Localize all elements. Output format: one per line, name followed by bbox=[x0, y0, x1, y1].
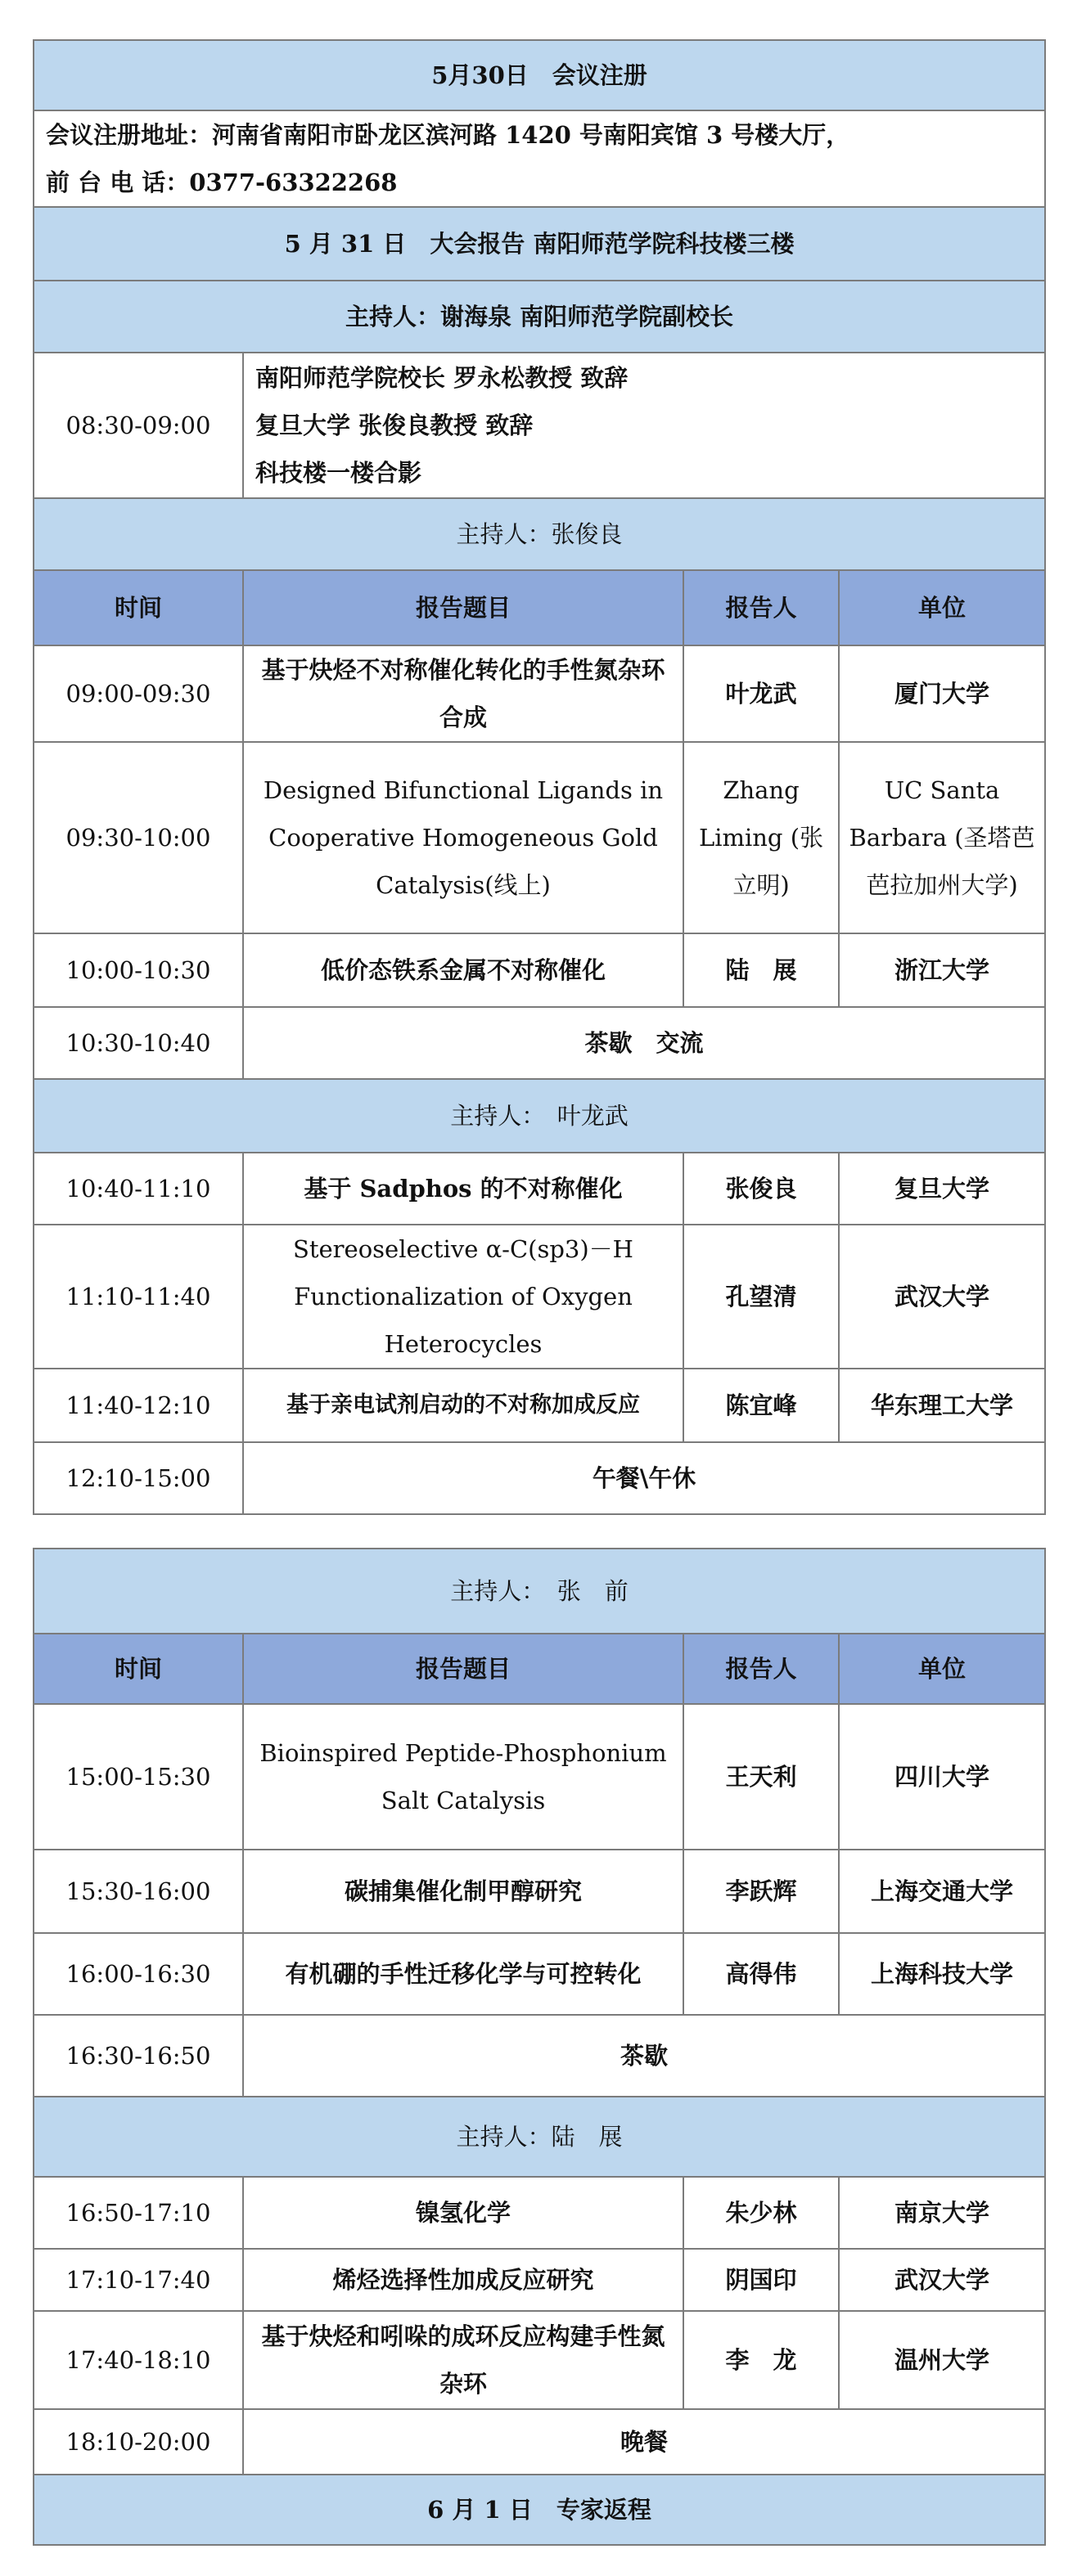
table-row bbox=[34, 1933, 1045, 2015]
talk-title: 镍氢化学 bbox=[243, 2177, 683, 2249]
col-header-title: 报告题目 bbox=[243, 1634, 683, 1704]
talk-unit: 复旦大学 bbox=[839, 1153, 1045, 1225]
table-row bbox=[34, 645, 1045, 742]
day1-title: 5月30日 会议注册 bbox=[34, 40, 1045, 110]
schedule-table-afternoon bbox=[33, 1548, 1046, 2546]
break-row bbox=[34, 1442, 1045, 1514]
talk-title: Stereoselective α-C(sp3)－H Functionalization of Oxygen Heterocycles bbox=[243, 1225, 683, 1369]
col-header-title: 报告题目 bbox=[243, 570, 683, 645]
break-label: 茶歇 bbox=[243, 2015, 1045, 2097]
schedule-table-morning bbox=[33, 39, 1046, 1515]
talk-unit: 南京大学 bbox=[839, 2177, 1045, 2249]
talk-speaker: 陆 展 bbox=[683, 933, 839, 1007]
registration-info bbox=[34, 110, 1045, 207]
break-time: 10:30-10:40 bbox=[34, 1007, 243, 1079]
talk-title: Bioinspired Peptide-Phosphonium Salt Catalysis bbox=[243, 1704, 683, 1850]
talk-speaker: 张俊良 bbox=[683, 1153, 839, 1225]
talk-title: 烯烃选择性加成反应研究 bbox=[243, 2249, 683, 2311]
talk-unit: 华东理工大学 bbox=[839, 1369, 1045, 1442]
break-row bbox=[34, 2409, 1045, 2475]
day3-title: 6 月 1 日 专家返程 bbox=[34, 2475, 1045, 2545]
talk-unit: 浙江大学 bbox=[839, 933, 1045, 1007]
session2-host: 主持人： 叶龙武 bbox=[34, 1079, 1045, 1153]
talk-time: 09:30-10:00 bbox=[34, 742, 243, 933]
session3-host: 主持人： 张 前 bbox=[34, 1549, 1045, 1634]
talk-time: 16:50-17:10 bbox=[34, 2177, 243, 2249]
talk-time: 11:40-12:10 bbox=[34, 1369, 243, 1442]
table-row bbox=[34, 1153, 1045, 1225]
col-header-speaker: 报告人 bbox=[683, 1634, 839, 1704]
table-row bbox=[34, 933, 1045, 1007]
talk-speaker: Zhang Liming (张立明) bbox=[683, 742, 839, 933]
phone-value: 0377-63322268 bbox=[189, 169, 398, 196]
talk-unit: UC Santa Barbara (圣塔芭芭拉加州大学) bbox=[839, 742, 1045, 933]
col-header-unit: 单位 bbox=[839, 1634, 1045, 1704]
table-row bbox=[34, 1369, 1045, 1442]
opening-host: 主持人：谢海泉 南阳师范学院副校长 bbox=[34, 281, 1045, 353]
talk-title: 碳捕集催化制甲醇研究 bbox=[243, 1850, 683, 1933]
col-header-speaker: 报告人 bbox=[683, 570, 839, 645]
table-row bbox=[34, 2249, 1045, 2311]
talk-title: 有机硼的手性迁移化学与可控转化 bbox=[243, 1933, 683, 2015]
table-row bbox=[34, 1704, 1045, 1850]
talk-unit: 武汉大学 bbox=[839, 1225, 1045, 1369]
talk-time: 16:00-16:30 bbox=[34, 1933, 243, 2015]
talk-unit: 四川大学 bbox=[839, 1704, 1045, 1850]
break-row bbox=[34, 2015, 1045, 2097]
talk-time: 17:40-18:10 bbox=[34, 2311, 243, 2409]
talk-unit: 厦门大学 bbox=[839, 645, 1045, 742]
opening-line: 科技楼一楼合影 bbox=[255, 459, 422, 487]
talk-speaker: 高得伟 bbox=[683, 1933, 839, 2015]
opening-line: 南阳师范学院校长 罗永松教授 致辞 bbox=[255, 364, 629, 392]
break-time: 12:10-15:00 bbox=[34, 1442, 243, 1514]
col-header-time: 时间 bbox=[34, 570, 243, 645]
col-header-unit: 单位 bbox=[839, 570, 1045, 645]
address-label: 会议注册地址： bbox=[46, 121, 213, 149]
table-row bbox=[34, 1225, 1045, 1369]
talk-time: 09:00-09:30 bbox=[34, 645, 243, 742]
talk-speaker: 叶龙武 bbox=[683, 645, 839, 742]
table-row bbox=[34, 1850, 1045, 1933]
talk-speaker: 阴国印 bbox=[683, 2249, 839, 2311]
talk-time: 10:00-10:30 bbox=[34, 933, 243, 1007]
session4-host: 主持人：陆 展 bbox=[34, 2097, 1045, 2177]
talk-title: Designed Bifunctional Ligands in Cooperative Homogeneous Gold Catalysis(线上) bbox=[243, 742, 683, 933]
table-row bbox=[34, 2177, 1045, 2249]
break-label: 茶歇 交流 bbox=[243, 1007, 1045, 1079]
talk-speaker: 李跃辉 bbox=[683, 1850, 839, 1933]
talk-time: 17:10-17:40 bbox=[34, 2249, 243, 2311]
talk-speaker: 李 龙 bbox=[683, 2311, 839, 2409]
talk-title: 基于炔烃不对称催化转化的手性氮杂环合成 bbox=[243, 645, 683, 742]
break-time: 16:30-16:50 bbox=[34, 2015, 243, 2097]
session1-host: 主持人：张俊良 bbox=[34, 498, 1045, 570]
talk-speaker: 孔望清 bbox=[683, 1225, 839, 1369]
break-label: 晚餐 bbox=[243, 2409, 1045, 2475]
day2-title: 5 月 31 日 大会报告 南阳师范学院科技楼三楼 bbox=[34, 207, 1045, 281]
conference-schedule bbox=[33, 39, 1044, 2546]
talk-title: 基于 Sadphos 的不对称催化 bbox=[243, 1153, 683, 1225]
talk-unit: 武汉大学 bbox=[839, 2249, 1045, 2311]
break-row bbox=[34, 1007, 1045, 1079]
opening-time: 08:30-09:00 bbox=[34, 353, 243, 498]
talk-unit: 上海科技大学 bbox=[839, 1933, 1045, 2015]
talk-time: 10:40-11:10 bbox=[34, 1153, 243, 1225]
talk-speaker: 王天利 bbox=[683, 1704, 839, 1850]
talk-time: 15:30-16:00 bbox=[34, 1850, 243, 1933]
talk-speaker: 陈宜峰 bbox=[683, 1369, 839, 1442]
break-time: 18:10-20:00 bbox=[34, 2409, 243, 2475]
talk-unit: 温州大学 bbox=[839, 2311, 1045, 2409]
address-value: 河南省南阳市卧龙区滨河路 1420 号南阳宾馆 3 号楼大厅， bbox=[212, 121, 850, 149]
talk-title: 基于炔烃和吲哚的成环反应构建手性氮杂环 bbox=[243, 2311, 683, 2409]
phone-label: 前 台 电 话： bbox=[46, 169, 190, 196]
col-header-time: 时间 bbox=[34, 1634, 243, 1704]
talk-time: 15:00-15:30 bbox=[34, 1704, 243, 1850]
opening-agenda bbox=[243, 353, 1045, 498]
talk-title: 基于亲电试剂启动的不对称加成反应 bbox=[243, 1369, 683, 1442]
break-label: 午餐\午休 bbox=[243, 1442, 1045, 1514]
table-row bbox=[34, 742, 1045, 933]
opening-line: 复旦大学 张俊良教授 致辞 bbox=[255, 411, 534, 439]
talk-speaker: 朱少林 bbox=[683, 2177, 839, 2249]
talk-time: 11:10-11:40 bbox=[34, 1225, 243, 1369]
table-row bbox=[34, 2311, 1045, 2409]
talk-unit: 上海交通大学 bbox=[839, 1850, 1045, 1933]
talk-title: 低价态铁系金属不对称催化 bbox=[243, 933, 683, 1007]
